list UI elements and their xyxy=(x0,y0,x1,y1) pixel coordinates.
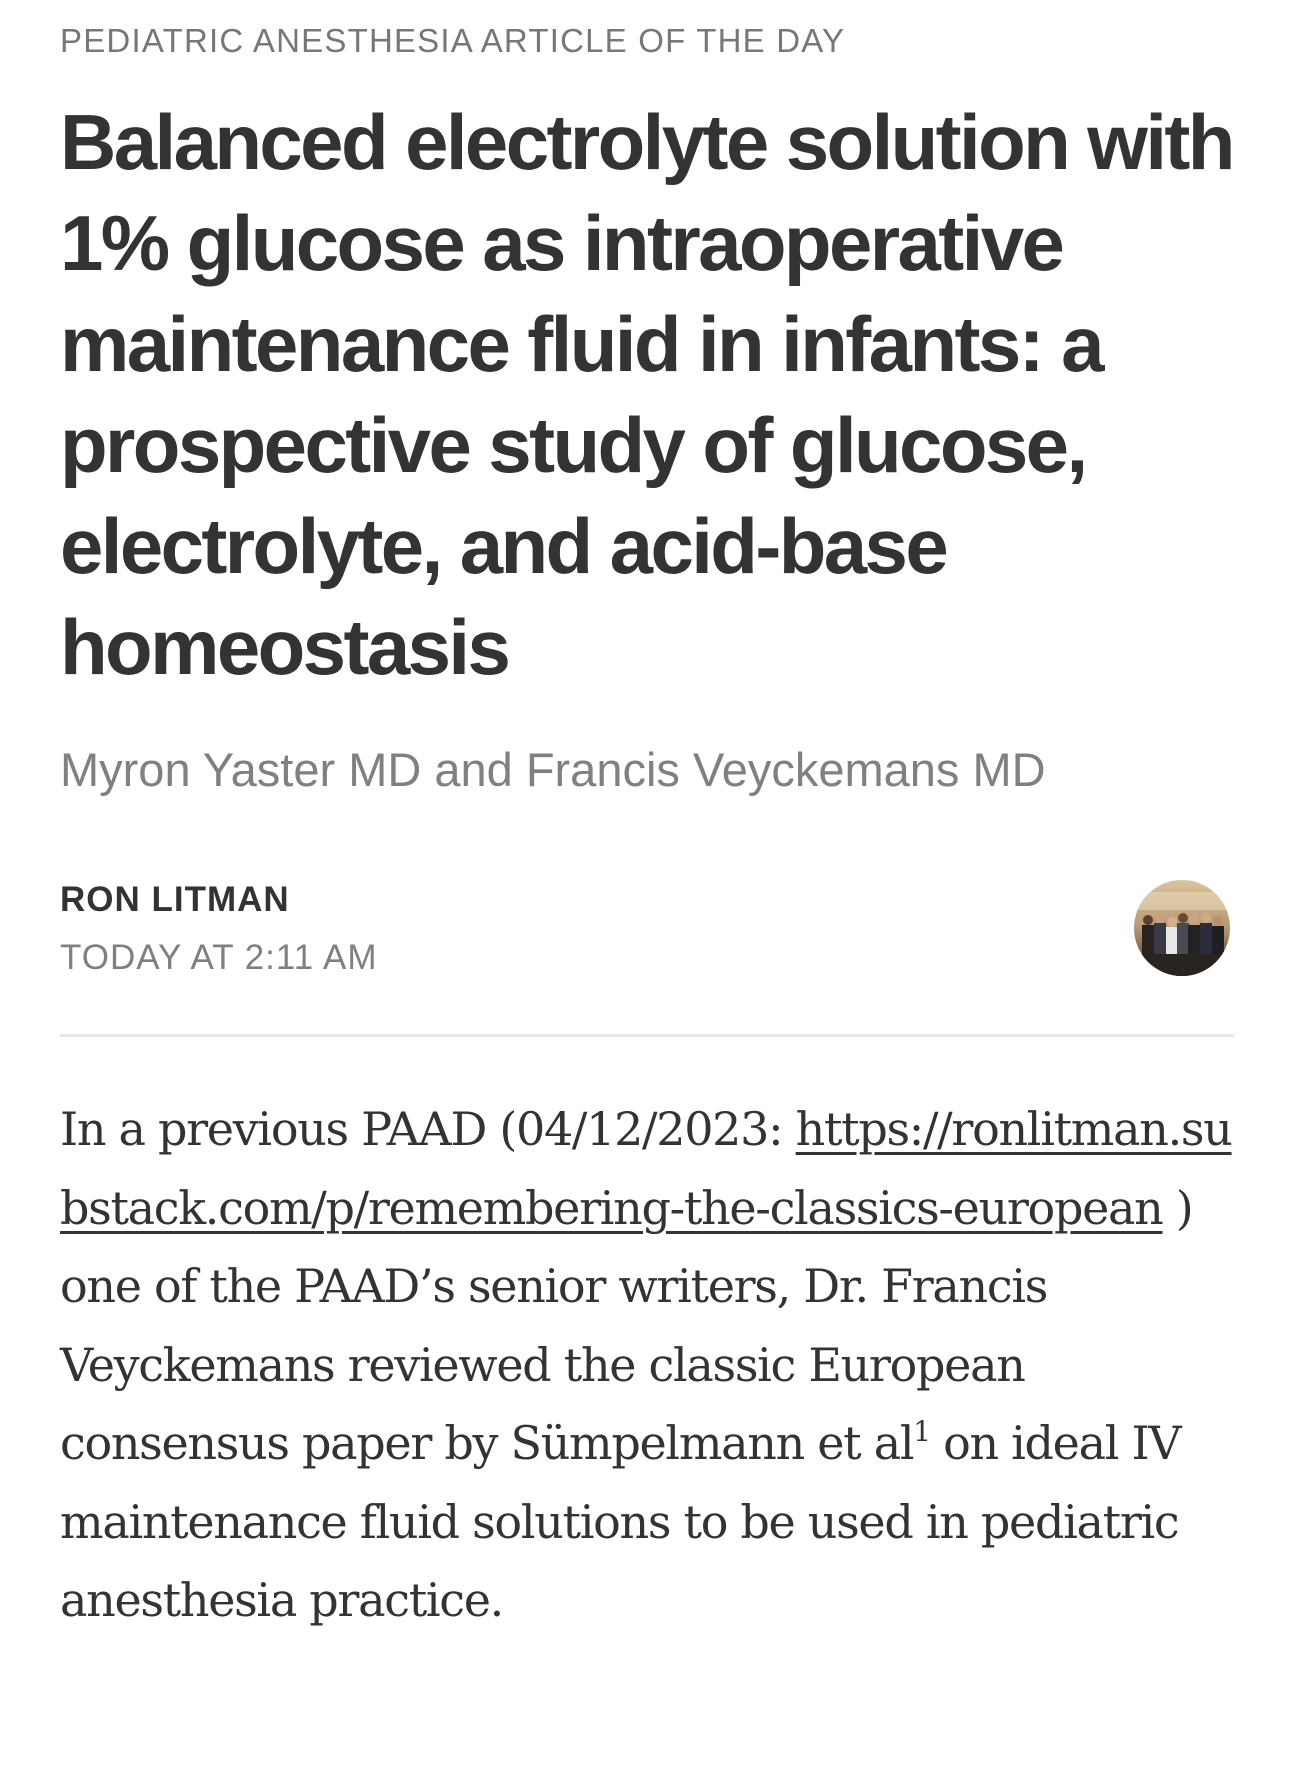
body-intro: In a previous PAAD (04/12/2023: xyxy=(60,1102,796,1156)
article-subtitle: Myron Yaster MD and Francis Veyckemans MD xyxy=(60,743,1046,796)
publish-date: TODAY AT 2:11 AM xyxy=(60,938,378,977)
body-after-footnote: on ideal IV maintenance fluid solutions to be used in pediatric anesthesia practice. xyxy=(60,1416,1181,1627)
body-after-link: ) one of the PAAD’s senior writers, Dr. Francis Veyckemans reviewed the classic European consensus paper by Sümpelmann et al xyxy=(60,1180,1193,1470)
author-name-link[interactable]: RON LITMAN xyxy=(60,880,290,919)
footnote-marker[interactable]: 1 xyxy=(913,1415,930,1448)
byline xyxy=(60,880,378,978)
article-body-paragraph xyxy=(60,1090,1240,1640)
section-kicker: PEDIATRIC ANESTHESIA ARTICLE OF THE DAY xyxy=(60,22,846,59)
header-divider xyxy=(60,1034,1234,1037)
substack-link[interactable]: https://ronlitman.substack.com/p/remembering-the-classics-european xyxy=(60,1102,1232,1235)
author-avatar[interactable] xyxy=(1134,880,1230,976)
author-photo-icon xyxy=(1134,880,1230,976)
article-title: Balanced electrolyte solution with 1% glucose as intraoperative maintenance fluid in infants: a prospective study of glucose, electrolyte, and acid-base homeostasis xyxy=(60,98,1233,691)
